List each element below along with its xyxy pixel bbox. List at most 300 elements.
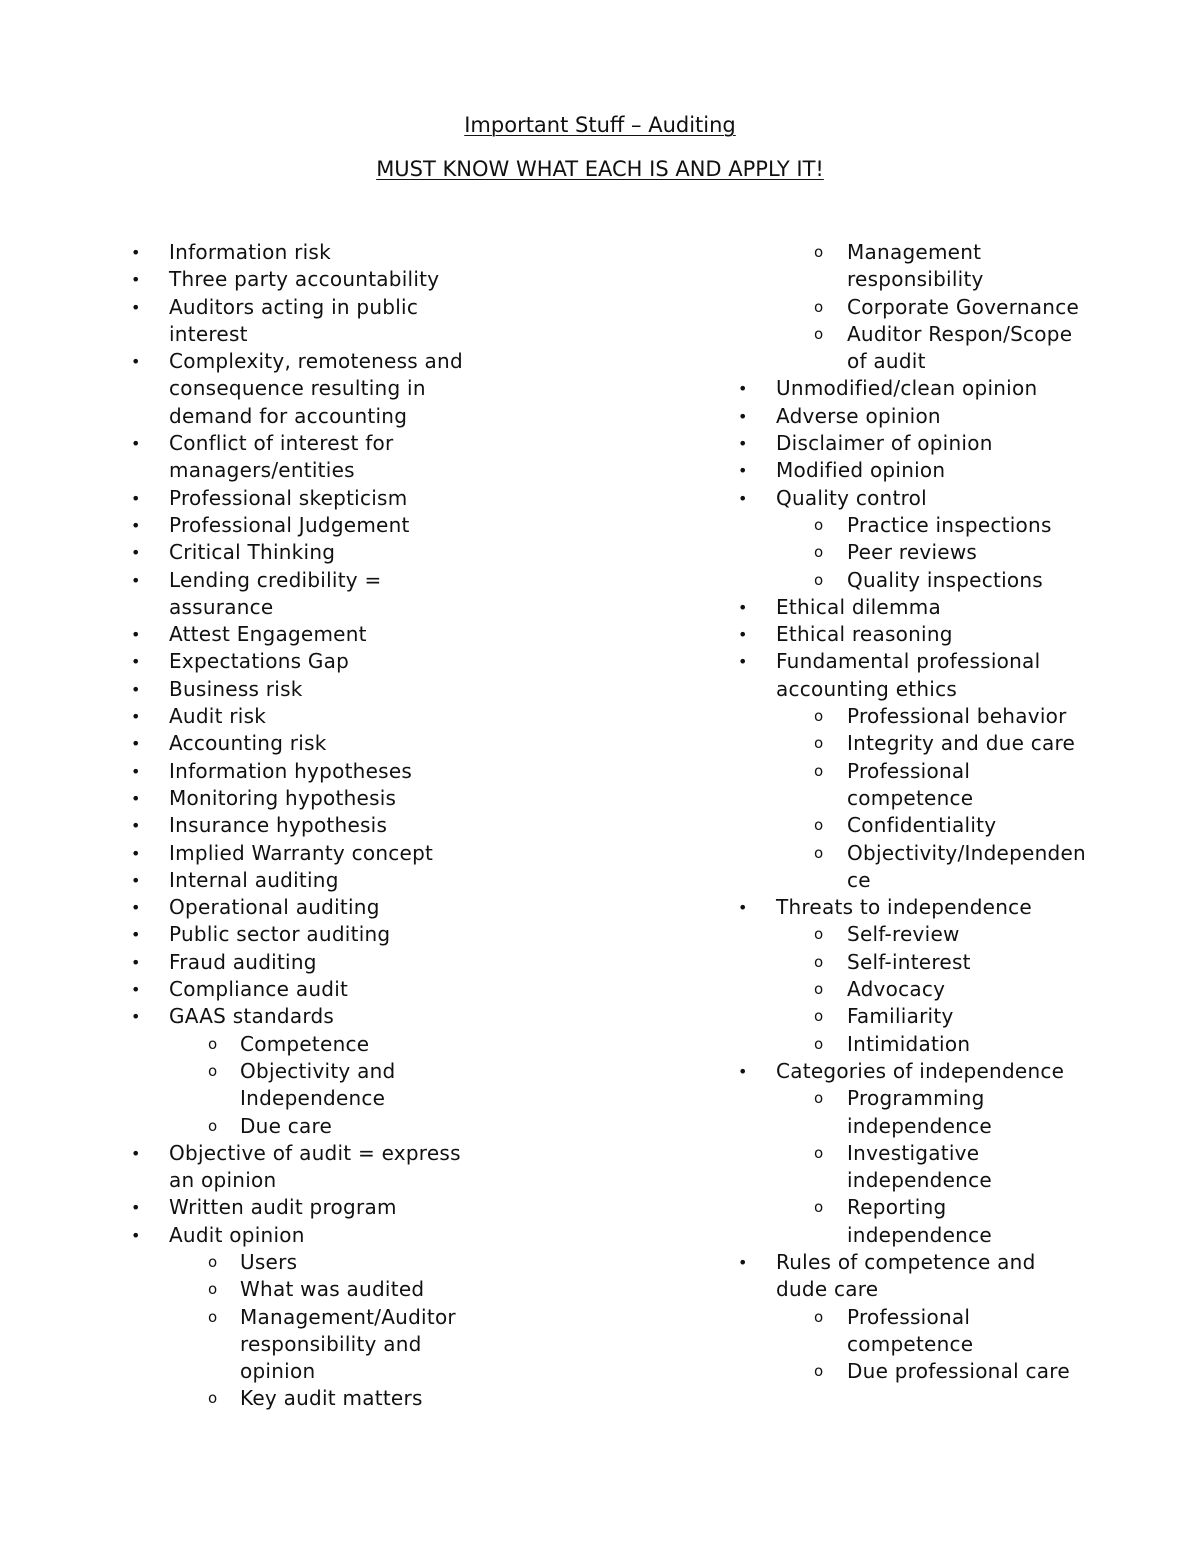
list-item: [737, 812, 1117, 839]
list-item-text: Competence: [240, 1031, 370, 1056]
list-item: [130, 512, 490, 539]
list-item-line: [737, 1085, 1117, 1112]
bullet-icon: •: [131, 488, 141, 508]
bullet-icon: •: [131, 515, 141, 535]
list-item: [130, 648, 490, 675]
list-item: [737, 1003, 1117, 1030]
list-item-text: Fraud auditing: [169, 949, 317, 974]
list-item-line: [130, 921, 490, 948]
list-item-text: demand for accounting: [169, 403, 408, 428]
list-item-text: Reporting: [847, 1195, 947, 1220]
sub-bullet-icon: o: [814, 952, 824, 971]
list-item-line: [130, 1385, 490, 1412]
list-item-text: Objectivity and: [240, 1058, 396, 1083]
page-subtitle: MUST KNOW WHAT EACH IS AND APPLY IT!: [376, 157, 824, 181]
list-item: [130, 676, 490, 703]
list-item: [737, 512, 1117, 539]
list-item: [737, 567, 1117, 594]
list-item: [737, 1140, 1117, 1195]
list-item: [130, 539, 490, 566]
list-item-line: [737, 539, 1117, 566]
list-item: [130, 1385, 490, 1412]
list-item-line: [737, 1140, 1117, 1167]
list-item-text: Self-interest: [847, 949, 971, 974]
list-item-line: [737, 812, 1117, 839]
list-item-text: Audit risk: [169, 704, 267, 729]
list-item: [737, 1194, 1117, 1249]
sub-bullet-icon: o: [814, 1198, 824, 1217]
list-item: [130, 348, 490, 430]
list-item-line: [737, 1058, 1117, 1085]
list-item-line: [737, 348, 1117, 375]
list-item-text: Familiarity: [847, 1004, 954, 1029]
list-item-line: [737, 1031, 1117, 1058]
list-item: [737, 894, 1117, 921]
list-item-line: [737, 485, 1117, 512]
list-item-text: accounting ethics: [776, 676, 958, 701]
list-item-text: Professional Judgement: [169, 512, 410, 537]
sub-bullet-icon: o: [814, 1362, 824, 1381]
list-item-text: Categories of independence: [776, 1058, 1065, 1083]
list-item-text: Monitoring hypothesis: [169, 785, 397, 810]
list-item-line: [737, 567, 1117, 594]
list-item-text: Due professional care: [847, 1359, 1070, 1384]
sub-bullet-icon: o: [814, 570, 824, 589]
sub-bullet-icon: o: [814, 816, 824, 835]
list-item: [737, 648, 1117, 703]
list-item-text: assurance: [169, 594, 274, 619]
list-item-text: Quality control: [776, 485, 927, 510]
bullet-icon: •: [131, 1198, 141, 1218]
list-item-text: Compliance audit: [169, 977, 349, 1002]
list-item-line: [737, 1249, 1117, 1276]
list-item: [130, 1304, 490, 1386]
list-item-line: [130, 430, 490, 457]
list-item-text: Ethical reasoning: [776, 622, 953, 647]
bullet-icon: •: [131, 434, 141, 454]
list-item-text: Threats to independence: [776, 895, 1032, 920]
list-item-text: Investigative: [847, 1140, 980, 1165]
list-item-line: [130, 1194, 490, 1221]
list-item-line: [737, 867, 1117, 894]
sub-bullet-icon: o: [814, 980, 824, 999]
list-item-line: [130, 1358, 490, 1385]
bullet-icon: •: [131, 270, 141, 290]
list-item: [130, 894, 490, 921]
list-item-text: independence: [847, 1113, 992, 1138]
bullet-icon: •: [738, 597, 748, 617]
list-item-text: Key audit matters: [240, 1386, 423, 1411]
list-item-text: Auditor Respon/Scope: [847, 321, 1073, 346]
list-item-line: [737, 457, 1117, 484]
list-item-line: [737, 949, 1117, 976]
list-item-line: [737, 294, 1117, 321]
list-item: [130, 1140, 490, 1195]
list-item-line: [130, 1113, 490, 1140]
bullet-icon: •: [131, 843, 141, 863]
list-item-line: [130, 321, 490, 348]
list-item-line: [737, 594, 1117, 621]
list-item-line: [130, 375, 490, 402]
sub-bullet-icon: o: [814, 707, 824, 726]
bullet-icon: •: [131, 734, 141, 754]
bullet-icon: •: [131, 297, 141, 317]
list-item-text: Disclaimer of opinion: [776, 431, 993, 456]
list-item-text: Objectivity/Independen: [847, 840, 1086, 865]
list-item-line: [130, 1140, 490, 1167]
list-item-text: Professional behavior: [847, 704, 1067, 729]
list-item: [737, 539, 1117, 566]
list-item-line: [737, 512, 1117, 539]
list-item-line: [737, 321, 1117, 348]
list-item: [130, 785, 490, 812]
list-item-line: [130, 294, 490, 321]
list-item-text: Adverse opinion: [776, 403, 941, 428]
sub-bullet-icon: o: [814, 1089, 824, 1108]
list-item-text: What was audited: [240, 1277, 425, 1302]
list-item-text: Independence: [240, 1086, 386, 1111]
list-item-line: [130, 348, 490, 375]
sub-bullet-icon: o: [814, 243, 824, 261]
list-item-line: [737, 648, 1117, 675]
list-item: [130, 1003, 490, 1030]
list-item-line: [737, 1276, 1117, 1303]
list-item-text: interest: [169, 321, 248, 346]
list-item: [130, 730, 490, 757]
list-item-line: [130, 1304, 490, 1331]
list-item: [130, 485, 490, 512]
list-item-line: [130, 949, 490, 976]
list-item: [130, 1194, 490, 1221]
list-item-text: Attest Engagement: [169, 622, 367, 647]
list-item-text: Written audit program: [169, 1195, 397, 1220]
bullet-icon: •: [131, 952, 141, 972]
list-item-line: [130, 703, 490, 730]
list-item-line: [130, 567, 490, 594]
list-item: [737, 1058, 1117, 1085]
list-item: [737, 430, 1117, 457]
list-item: [130, 976, 490, 1003]
list-item: [130, 1222, 490, 1249]
list-item: [130, 567, 490, 622]
list-item-line: [737, 1167, 1117, 1194]
list-item-text: Audit opinion: [169, 1222, 305, 1247]
list-item: [737, 403, 1117, 430]
list-item: [130, 294, 490, 349]
list-item: [130, 430, 490, 485]
left-column: [130, 239, 490, 1413]
list-item-text: Corporate Governance: [847, 294, 1079, 319]
list-item-text: Information risk: [169, 240, 331, 264]
sub-bullet-icon: o: [814, 324, 824, 343]
list-item-text: Peer reviews: [847, 540, 978, 565]
list-item-text: Fundamental professional: [776, 649, 1041, 674]
list-item-line: [737, 785, 1117, 812]
list-item-line: [737, 894, 1117, 921]
list-item-text: Professional: [847, 758, 971, 783]
list-item-line: [737, 1003, 1117, 1030]
list-item: [130, 1031, 490, 1058]
list-item-line: [737, 840, 1117, 867]
sub-bullet-icon: o: [208, 1034, 218, 1053]
list-item-text: Quality inspections: [847, 567, 1043, 592]
list-item-text: Three party accountability: [169, 267, 440, 292]
list-item-line: [130, 758, 490, 785]
list-item: [737, 703, 1117, 730]
list-item-text: Objective of audit = express: [169, 1140, 461, 1165]
bullet-icon: •: [131, 1225, 141, 1245]
list-item-line: [737, 676, 1117, 703]
list-item-line: [130, 539, 490, 566]
list-item: [737, 730, 1117, 757]
bullet-icon: •: [131, 761, 141, 781]
list-item: [130, 703, 490, 730]
bullet-icon: •: [738, 379, 748, 399]
bullet-icon: •: [738, 1061, 748, 1081]
list-item: [737, 1358, 1117, 1385]
bullet-icon: •: [131, 980, 141, 1000]
list-item: [130, 1113, 490, 1140]
list-item-line: [130, 403, 490, 430]
bullet-icon: •: [131, 898, 141, 918]
sub-bullet-icon: o: [814, 925, 824, 944]
bullet-icon: •: [131, 1143, 141, 1163]
list-item-line: [737, 1331, 1117, 1358]
list-item-text: GAAS standards: [169, 1004, 335, 1029]
list-item-line: [737, 430, 1117, 457]
list-item-text: Advocacy: [847, 977, 946, 1002]
sub-bullet-icon: o: [814, 543, 824, 562]
list-item-text: Complexity, remoteness and: [169, 349, 463, 374]
list-item-text: Insurance hypothesis: [169, 813, 388, 838]
bullet-icon: •: [131, 707, 141, 727]
list-item-text: Information hypotheses: [169, 758, 413, 783]
list-item: [737, 457, 1117, 484]
list-item: [737, 321, 1117, 376]
list-item: [737, 949, 1117, 976]
bullet-icon: •: [131, 788, 141, 808]
list-item-line: [737, 1304, 1117, 1331]
sub-bullet-icon: o: [208, 1389, 218, 1408]
list-item: [130, 758, 490, 785]
list-item-text: responsibility and: [240, 1331, 422, 1356]
list-item: [130, 840, 490, 867]
bullet-icon: •: [131, 352, 141, 372]
bullet-icon: •: [131, 570, 141, 590]
bullet-icon: •: [738, 652, 748, 672]
list-item-text: dude care: [776, 1277, 879, 1302]
bullet-icon: •: [738, 434, 748, 454]
list-item-line: [737, 403, 1117, 430]
list-item-line: [130, 730, 490, 757]
list-item: [737, 594, 1117, 621]
list-item-line: [130, 1167, 490, 1194]
sub-bullet-icon: o: [814, 1143, 824, 1162]
bullet-icon: •: [738, 461, 748, 481]
list-item: [130, 867, 490, 894]
list-item-line: [737, 1194, 1117, 1221]
bullet-icon: •: [131, 625, 141, 645]
list-item: [737, 621, 1117, 648]
bullet-icon: •: [738, 898, 748, 918]
sub-bullet-icon: o: [208, 1116, 218, 1135]
list-item-line: [737, 375, 1117, 402]
list-item-text: Critical Thinking: [169, 540, 336, 565]
list-item-line: [737, 239, 1117, 266]
list-item-line: [130, 867, 490, 894]
list-item-line: [130, 894, 490, 921]
list-item: [737, 1031, 1117, 1058]
list-item-text: Internal auditing: [169, 867, 339, 892]
list-item-text: responsibility: [847, 267, 984, 292]
list-item-line: [130, 266, 490, 293]
list-item-line: [130, 1085, 490, 1112]
list-item-text: Lending credibility =: [169, 567, 382, 592]
list-item-line: [130, 648, 490, 675]
list-item: [737, 294, 1117, 321]
bullet-icon: •: [738, 625, 748, 645]
list-item: [130, 812, 490, 839]
sub-bullet-icon: o: [814, 515, 824, 534]
list-item-line: [737, 921, 1117, 948]
list-item-text: Rules of competence and: [776, 1249, 1036, 1274]
list-item-line: [130, 1031, 490, 1058]
list-item-text: managers/entities: [169, 458, 355, 483]
list-item: [737, 921, 1117, 948]
bullet-icon: •: [131, 925, 141, 945]
list-item-line: [737, 1358, 1117, 1385]
list-item-line: [737, 703, 1117, 730]
list-item-line: [130, 239, 490, 266]
bullet-icon: •: [131, 1007, 141, 1027]
bullet-icon: •: [131, 679, 141, 699]
list-item: [737, 758, 1117, 813]
list-item: [737, 976, 1117, 1003]
list-item-text: Programming: [847, 1086, 985, 1111]
list-item-text: Auditors acting in public: [169, 294, 419, 319]
bullet-icon: •: [131, 652, 141, 672]
list-item-text: Users: [240, 1249, 298, 1274]
list-item-line: [130, 621, 490, 648]
list-item-line: [130, 1276, 490, 1303]
list-item-text: Practice inspections: [847, 512, 1052, 537]
list-item-text: Integrity and due care: [847, 731, 1076, 756]
bullet-icon: •: [738, 488, 748, 508]
list-item-text: Management: [847, 240, 982, 264]
list-item: [130, 621, 490, 648]
list-item-line: [130, 840, 490, 867]
list-item-text: Professional skepticism: [169, 485, 408, 510]
list-item-text: Unmodified/clean opinion: [776, 376, 1038, 401]
sub-bullet-icon: o: [814, 1307, 824, 1326]
list-item-text: Accounting risk: [169, 731, 327, 756]
list-item-text: Conflict of interest for: [169, 431, 394, 456]
list-item-text: Confidentiality: [847, 813, 997, 838]
right-column: [737, 239, 1117, 1385]
bullet-icon: •: [738, 406, 748, 426]
list-item-text: of audit: [847, 349, 926, 374]
bullet-icon: •: [131, 243, 141, 262]
bullet-icon: •: [131, 543, 141, 563]
sub-bullet-icon: o: [814, 734, 824, 753]
sub-bullet-icon: o: [814, 1007, 824, 1026]
sub-bullet-icon: o: [208, 1061, 218, 1080]
list-item-text: Professional: [847, 1304, 971, 1329]
list-item-text: Public sector auditing: [169, 922, 391, 947]
list-item: [130, 1276, 490, 1303]
list-item-text: Operational auditing: [169, 895, 380, 920]
page-title: Important Stuff – Auditing: [464, 113, 736, 137]
list-item: [130, 921, 490, 948]
list-item-text: Ethical dilemma: [776, 594, 941, 619]
list-item: [737, 840, 1117, 895]
list-item-text: independence: [847, 1168, 992, 1193]
list-item: [737, 1304, 1117, 1359]
list-item-text: Self-review: [847, 922, 960, 947]
list-item-line: [737, 621, 1117, 648]
list-item-text: opinion: [240, 1359, 316, 1384]
list-item: [737, 485, 1117, 512]
list-item-line: [130, 1331, 490, 1358]
list-item: [130, 1058, 490, 1113]
list-item: [737, 1085, 1117, 1140]
list-item-line: [130, 1222, 490, 1249]
list-item-line: [130, 1003, 490, 1030]
list-item-line: [130, 785, 490, 812]
list-item-line: [737, 758, 1117, 785]
list-item-line: [130, 485, 490, 512]
list-item: [130, 266, 490, 293]
list-item-text: an opinion: [169, 1168, 277, 1193]
list-item: [737, 375, 1117, 402]
list-item-line: [130, 512, 490, 539]
list-item-line: [737, 1113, 1117, 1140]
sub-bullet-icon: o: [814, 297, 824, 316]
list-item-text: Management/Auditor: [240, 1304, 456, 1329]
list-item-text: Modified opinion: [776, 458, 946, 483]
bullet-icon: •: [131, 816, 141, 836]
list-item-line: [130, 1249, 490, 1276]
list-item-text: Implied Warranty concept: [169, 840, 434, 865]
list-item-text: competence: [847, 1331, 974, 1356]
list-item-text: competence: [847, 785, 974, 810]
list-item: [130, 1249, 490, 1276]
list-item-text: Intimidation: [847, 1031, 971, 1056]
list-item-line: [737, 266, 1117, 293]
list-item-line: [130, 812, 490, 839]
sub-bullet-icon: o: [814, 761, 824, 780]
sub-bullet-icon: o: [208, 1280, 218, 1299]
sub-bullet-icon: o: [814, 1034, 824, 1053]
list-item-line: [737, 730, 1117, 757]
list-item-text: Business risk: [169, 676, 303, 701]
list-item: [130, 239, 490, 266]
list-item-text: Expectations Gap: [169, 649, 350, 674]
sub-bullet-icon: o: [208, 1252, 218, 1271]
bullet-icon: •: [738, 1252, 748, 1272]
sub-bullet-icon: o: [814, 843, 824, 862]
list-item: [737, 239, 1117, 294]
list-item: [130, 949, 490, 976]
list-item-line: [737, 1222, 1117, 1249]
list-item-text: ce: [847, 867, 871, 892]
list-item-line: [130, 594, 490, 621]
bullet-icon: •: [131, 870, 141, 890]
list-item-line: [737, 976, 1117, 1003]
list-item-line: [130, 1058, 490, 1085]
sub-bullet-icon: o: [208, 1307, 218, 1326]
list-item-text: consequence resulting in: [169, 376, 426, 401]
